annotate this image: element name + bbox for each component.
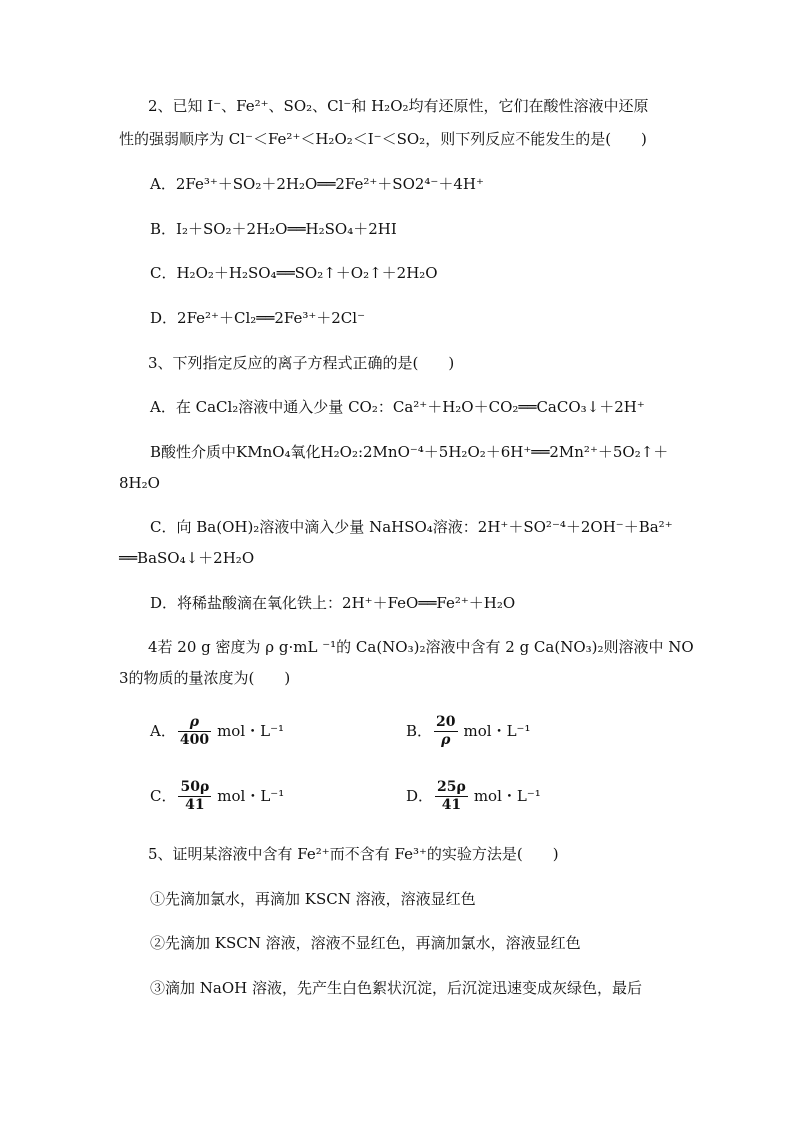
q4-option-b-numerator: 20 [436, 714, 456, 730]
q2-stem-line-2: 性的强弱顺序为 Cl⁻＜Fe²⁺＜H₂O₂＜I⁻＜SO₂，则下列反应不能发生的是( ) [119, 130, 647, 148]
q2-option-d: D．2Fe²⁺＋Cl₂══2Fe³⁺＋2Cl⁻ [150, 309, 365, 327]
q4-option-b-fraction [434, 714, 457, 749]
q5-stem: 5、证明某溶液中含有 Fe²⁺而不含有 Fe³⁺的实验方法是( ) [148, 845, 559, 863]
q2-option-b: B．I₂＋SO₂＋2H₂O══H₂SO₄＋2HI [150, 220, 397, 238]
q4-option-a [150, 714, 284, 749]
q4-option-b [406, 714, 530, 749]
q4-option-c-numerator: 50ρ [180, 779, 210, 795]
q4-option-a-unit: mol・L⁻¹ [217, 721, 285, 740]
q3-option-a: A．在 CaCl₂溶液中通入少量 CO₂：Ca²⁺＋H₂O＋CO₂══CaCO₃↓＋2H⁺ [150, 398, 645, 416]
q4-option-d-fraction [435, 779, 468, 814]
q4-option-a-fraction [178, 714, 211, 749]
q4-option-d [406, 779, 541, 814]
q3-option-b-line-1: B酸性介质中KMnO₄氧化H₂O₂:2MnO⁻⁴＋5H₂O₂＋6H⁺══2Mn²⁺＋5O₂↑＋ [150, 443, 669, 461]
q2-option-a: A．2Fe³⁺＋SO₂＋2H₂O══2Fe²⁺＋SO2⁴⁻＋4H⁺ [150, 175, 484, 193]
q4-option-d-label: D． [406, 786, 434, 805]
q4-option-c-fraction [178, 779, 211, 814]
q4-option-a-label: A． [150, 721, 176, 740]
q4-option-a-numerator: ρ [178, 714, 211, 732]
q4-option-c-unit: mol・L⁻¹ [217, 786, 285, 805]
q4-option-b-label: B． [406, 721, 433, 740]
q4-option-d-numerator: 25ρ [437, 779, 466, 795]
q4-option-c-label: C． [150, 786, 177, 805]
q4-option-a-denominator: 400 [179, 732, 210, 748]
q4-stem-line-1: 4若 20 g 密度为 ρ g·mL ⁻¹的 Ca(NO₃)₂溶液中含有 2 g Ca(NO₃)₂则溶液中 NO [148, 638, 694, 656]
q5-item-3: ③滴加 NaOH 溶液，先产生白色絮状沉淀，后沉淀迅速变成灰绿色，最后 [150, 979, 642, 997]
q4-option-b-unit: mol・L⁻¹ [463, 721, 531, 740]
q3-option-d: D．将稀盐酸滴在氧化铁上：2H⁺＋FeO══Fe²⁺＋H₂O [150, 594, 516, 612]
q3-stem: 3、下列指定反应的离子方程式正确的是( ) [148, 354, 455, 372]
q4-option-d-unit: mol・L⁻¹ [473, 786, 541, 805]
q2-stem-line-1: 2、已知 I⁻、Fe²⁺、SO₂、Cl⁻和 H₂O₂均有还原性，它们在酸性溶液中还原 [148, 97, 649, 115]
q4-option-b-denominator: ρ [441, 732, 451, 748]
q5-item-2: ②先滴加 KSCN 溶液，溶液不显红色，再滴加氯水，溶液显红色 [150, 934, 581, 952]
q3-option-c-line-1: C．向 Ba(OH)₂溶液中滴入少量 NaHSO₄溶液：2H⁺＋SO²⁻⁴＋2OH⁻＋Ba²⁺ [150, 518, 673, 536]
q4-option-d-denominator: 41 [441, 797, 462, 813]
q3-option-b-line-2: 8H₂O [119, 474, 160, 492]
q4-stem-line-2: 3的物质的量浓度为( ) [119, 669, 291, 687]
q4-option-c [150, 779, 284, 814]
q2-option-c: C．H₂O₂＋H₂SO₄══SO₂↑＋O₂↑＋2H₂O [150, 264, 438, 282]
q5-item-1: ①先滴加氯水，再滴加 KSCN 溶液，溶液显红色 [150, 890, 476, 908]
q3-option-c-line-2: ══BaSO₄↓＋2H₂O [119, 549, 255, 567]
q4-option-c-denominator: 41 [185, 797, 205, 813]
